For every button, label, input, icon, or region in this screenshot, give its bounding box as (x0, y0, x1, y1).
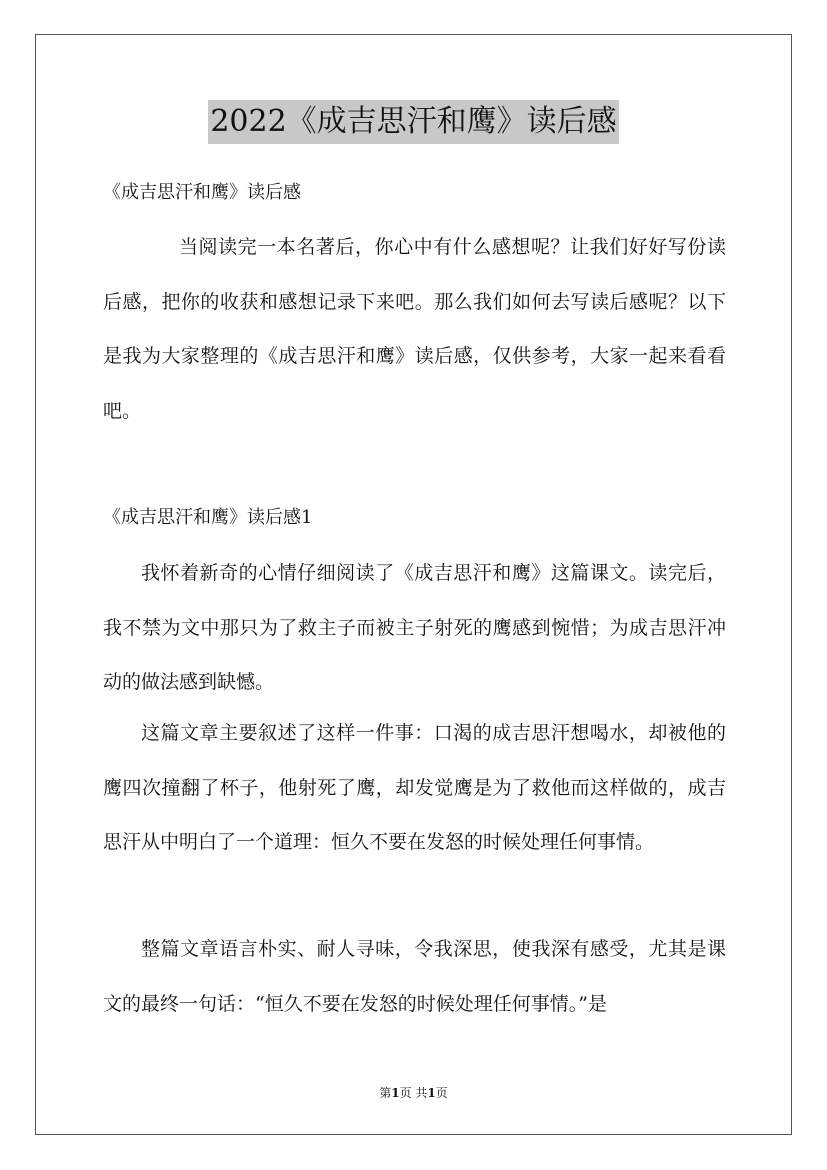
footer-prefix: 第 (379, 1086, 392, 1100)
document-title: 2022《成吉思汗和鹰》读后感 (208, 100, 618, 144)
footer-mid: 页 共 (399, 1086, 428, 1100)
title-container (0, 100, 827, 144)
section-heading: 《成吉思汗和鹰》读后感1 (103, 507, 313, 528)
footer-page-total: 1 (427, 1086, 436, 1100)
body-paragraph-2: 这篇文章主要叙述了这样一件事：口渴的成吉思汗想喝水，却被他的鹰四次撞翻了杯子，他射死了鹰，却发觉鹰是为了救他而这样做的，成吉思汗从中明白了一个道理：恒久不要在发怒的时候处理任何事情。 (103, 722, 726, 853)
document-subtitle: 《成吉思汗和鹰》读后感 (103, 182, 301, 203)
body-paragraph-3: 整篇文章语言朴实、耐人寻味，令我深思，使我深有感受，尤其是课文的最终一句话：“恒久不要在发怒的时候处理任何事情。”是 (103, 938, 726, 1015)
footer-suffix: 页 (435, 1086, 448, 1100)
intro-paragraph: 当阅读完一本名著后，你心中有什么感想呢？让我们好好写份读后感，把你的收获和感想记录下来吧。那么我们如何去写读后感呢？以下是我为大家整理的《成吉思汗和鹰》读后感，仅供参考，大家一起来看看吧。 (103, 236, 726, 422)
footer-page-current: 1 (391, 1086, 400, 1100)
body-paragraph-1: 我怀着新奇的心情仔细阅读了《成吉思汗和鹰》这篇课文。读完后，我不禁为文中那只为了救主子而被主子射死的鹰感到惋惜；为成吉思汗冲动的做法感到缺憾。 (103, 562, 726, 693)
page-footer (0, 1084, 827, 1101)
